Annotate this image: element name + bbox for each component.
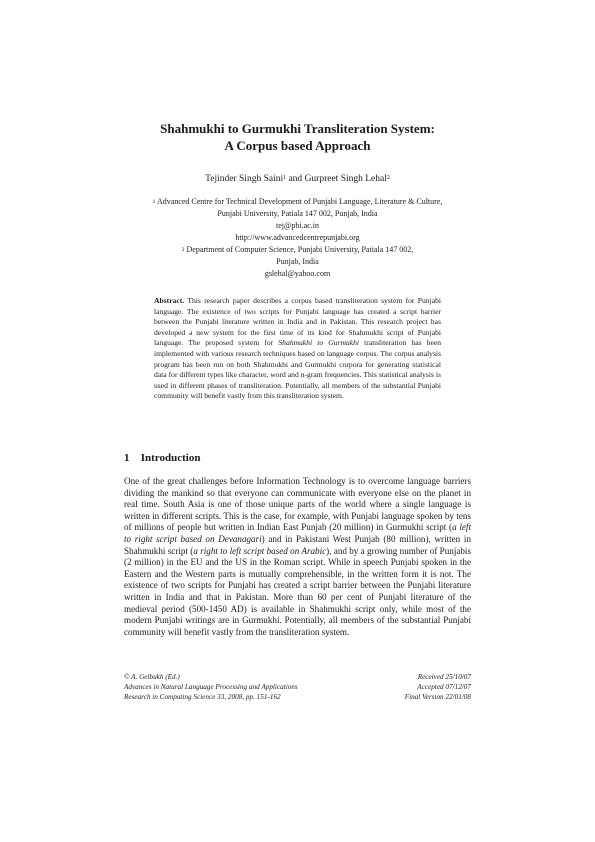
author-2-mark: 2 — [386, 175, 390, 181]
intro-paragraph: One of the great challenges before Information Technology is to overcome language barriers dividing the mankind so that everyone can communicate with everyone else on the planet in real time. South Asia is one of those unique parts of the world where a single language is written in different scripts. This is the case, for example, with Punjabi language spoken by tens of millions of people but written in Indian East Punjab (20 million) in Gurmukhi script (a left to right script based on Devanagari) and in Pakistani West Punjab (80 million), written in Shahmukhi script (a right to left script based on Arabic), and by a growing number of Punjabis (2 million) in the EU and the US in the Roman script. While in speech Punjabi spoken in the Eastern and the Western parts is mutually comprehensible, in the written form it is not. The existence of two scripts for Punjabi has created a script barrier between the Punjabi literature written in India and that in Pakistan. More than 60 per cent of Punjabi literature of the medieval period (500-1450 AD) is available in Shahmukhi script only, while most of the modern Punjabi writings are in Gurmukhi. Potentially, all members of the substantial Punjabi community will benefit vastly from the transliteration system. — [124, 476, 471, 637]
abstract-italic-1: Shahmukhi to Gurmukhi — [278, 338, 360, 348]
author-2: Gurpreet Singh Lehal — [304, 174, 387, 184]
footer-copyright: © A. Gelbukh (Ed.) — [124, 673, 180, 681]
section-heading — [124, 451, 200, 465]
footer-received: Received 25/10/07 — [417, 673, 471, 681]
intro-italic-1: a left to right script based on Devanagari — [124, 522, 471, 544]
page-footer — [124, 672, 471, 702]
footer-book: Advances in Natural Language Processing and Applications — [124, 683, 298, 691]
abstract-text-1: This research paper describes a corpus based transliteration system for Punjabi language. The existence of two scripts for Punjabi language has created a script barrier between the Punjabi literature written in India and in Pakistan. This research project has developed a new system for the first time of its kind for Shahmukhi script of Punjabi language. The proposed system for — [154, 296, 441, 348]
author-1-mark: 1 — [283, 175, 287, 181]
paper-title — [0, 120, 595, 154]
footer-final-version: Final Version 22/01/08 — [404, 693, 471, 701]
affiliations — [0, 196, 595, 280]
abstract-label: Abstract. — [154, 296, 185, 305]
footer-accepted: Accepted 07/12/07 — [417, 683, 471, 691]
affiliation-2-line-1: $^2$ Department of Computer Science, Punjabi University, Patiala 147 002, — [181, 245, 414, 254]
affiliation-1-url: http://www.advancedcentrepunjabi.org — [235, 233, 360, 242]
author-join: and — [286, 174, 305, 184]
affiliation-2-mark: 2 — [181, 247, 185, 253]
section-number: 1 — [124, 452, 130, 464]
author-1: Tejinder Singh Saini — [205, 174, 284, 184]
title-line-2: A Corpus based Approach — [224, 138, 371, 153]
abstract — [154, 296, 441, 402]
affiliation-1-line-2: Punjabi University, Patiala 147 002, Punjab, India — [217, 209, 378, 218]
footer-series: Research in Computing Science 33, 2008, pp. 151-162 — [124, 693, 281, 701]
affiliation-1-mark: 1 — [152, 199, 156, 205]
abstract-text-2: transliteration has been implemented with various research techniques based on language corpus. The corpus analysis program has been run on both Shahmukhi and Gurmukhi corpora for generating statistical data for different types like character, word and n-gram frequencies. This statistical analysis is used in different phases of transliteration. Potentially, all members of the substantial Punjabi community will benefit vastly from this transliteration system. — [154, 338, 442, 401]
affiliation-2-line-2: Punjab, India — [276, 257, 319, 266]
affiliation-1-email: tej@pbi.ac.in — [276, 221, 319, 230]
title-line-1: Shahmukhi to Gurmukhi Transliteration System: — [160, 121, 435, 136]
section-title: Introduction — [140, 452, 201, 464]
affiliation-1-line-1: $^1$ Advanced Centre for Technical Development of Punjabi Language, Literature & Culture, — [152, 197, 443, 206]
affiliation-2-email: gslehal@yahoo.com — [264, 269, 331, 278]
intro-italic-2: a right to left script based on Arabic — [193, 545, 327, 556]
author-list — [0, 173, 595, 185]
